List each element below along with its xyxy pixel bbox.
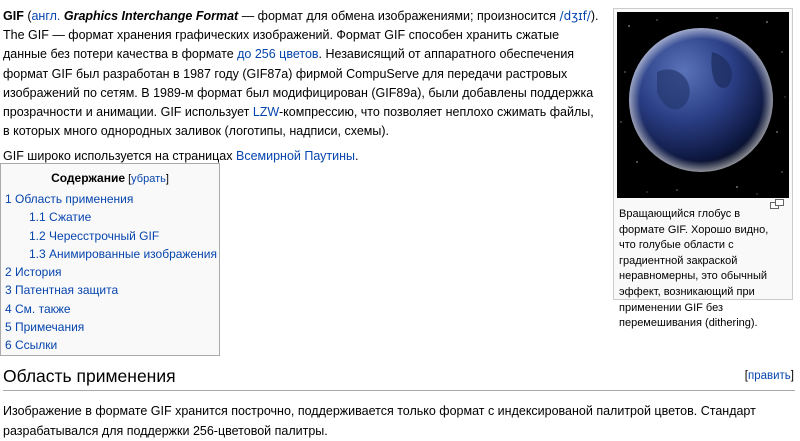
toc-list	[1, 190, 219, 355]
intro-paragraph-1: GIF (англ. Graphics Interchange Format — формат для обмена изображениями; произносится /dʒɪf/). The GIF — формат хранения графических изображений. Формат GIF способен хранить сжатые данные без потери качества в формате до 256 цветов. Независящий от аппаратного обеспечения формат GIF был разработан в 1987 году (GIF87a) фирмой CompuServe для передачи растровых изображений по сетям. В 1989-м формат был модифицирован (GIF89a), были добавлены поддержка прозрачности и анимации. GIF использует LZW-компрессию, что позволяет неплохо сжимать файлы, в которых много однородных заливок (логотипы, надписи, схемы).	[3, 9, 599, 139]
toc-item[interactable]: 1.2 Чересстрочный GIF	[29, 228, 160, 243]
table-of-contents	[0, 163, 220, 356]
toc-item[interactable]: 2 История	[5, 265, 62, 280]
toc-title: Содержание	[51, 171, 126, 185]
globe-image[interactable]	[617, 12, 789, 198]
section-title: Область применения	[3, 366, 176, 386]
toc-item[interactable]: 1 Область применения	[5, 192, 134, 206]
thumbnail-box	[613, 8, 793, 330]
toc-item[interactable]: 5 Примечания	[5, 320, 85, 335]
lang-abbrev-link[interactable]: англ.	[31, 9, 61, 23]
article-intro	[3, 7, 603, 167]
edit-section: [править]	[744, 370, 794, 382]
link-www[interactable]: Всемирной Паутины	[235, 149, 356, 164]
toc-item[interactable]: 1.3 Анимированные изображения	[29, 246, 217, 261]
toc-toggle-link[interactable]: убрать	[131, 173, 166, 185]
link-256-colors[interactable]: до 256 цветов	[237, 47, 319, 62]
section-paragraph: Изображение в формате GIF хранится построчно, поддерживается только формат с индексированой палитрой цветов. Стандарт разрабатывался для поддержки 256-цветовой палитры.	[3, 404, 756, 438]
article-term: GIF	[3, 9, 24, 23]
edit-link[interactable]: править	[747, 370, 791, 382]
toc-item[interactable]: 4 См. также	[5, 301, 71, 316]
thumbnail-caption: Вращающийся глобус в формате GIF. Хорошо видно, что голубые области с градиентной закраской неравномерны, это обычный эффект, возникающий при применении GIF без перемешивания (dithering).	[619, 208, 769, 330]
link-lzw[interactable]: LZW	[252, 105, 279, 120]
full-name: Graphics Interchange Format	[63, 9, 239, 23]
ipa-link[interactable]: /dʒɪf/	[559, 9, 591, 23]
toc-item[interactable]: 3 Патентная защита	[5, 283, 119, 298]
toc-item[interactable]: 1.1 Сжатие	[29, 210, 92, 225]
toc-item[interactable]: 6 Ссылки	[5, 338, 58, 353]
intro-paragraph-2: GIF широко используется на страницах Всемирной Паутины.	[3, 149, 359, 164]
toc-header: Содержание [убрать]	[51, 171, 169, 185]
section-heading	[3, 362, 795, 391]
